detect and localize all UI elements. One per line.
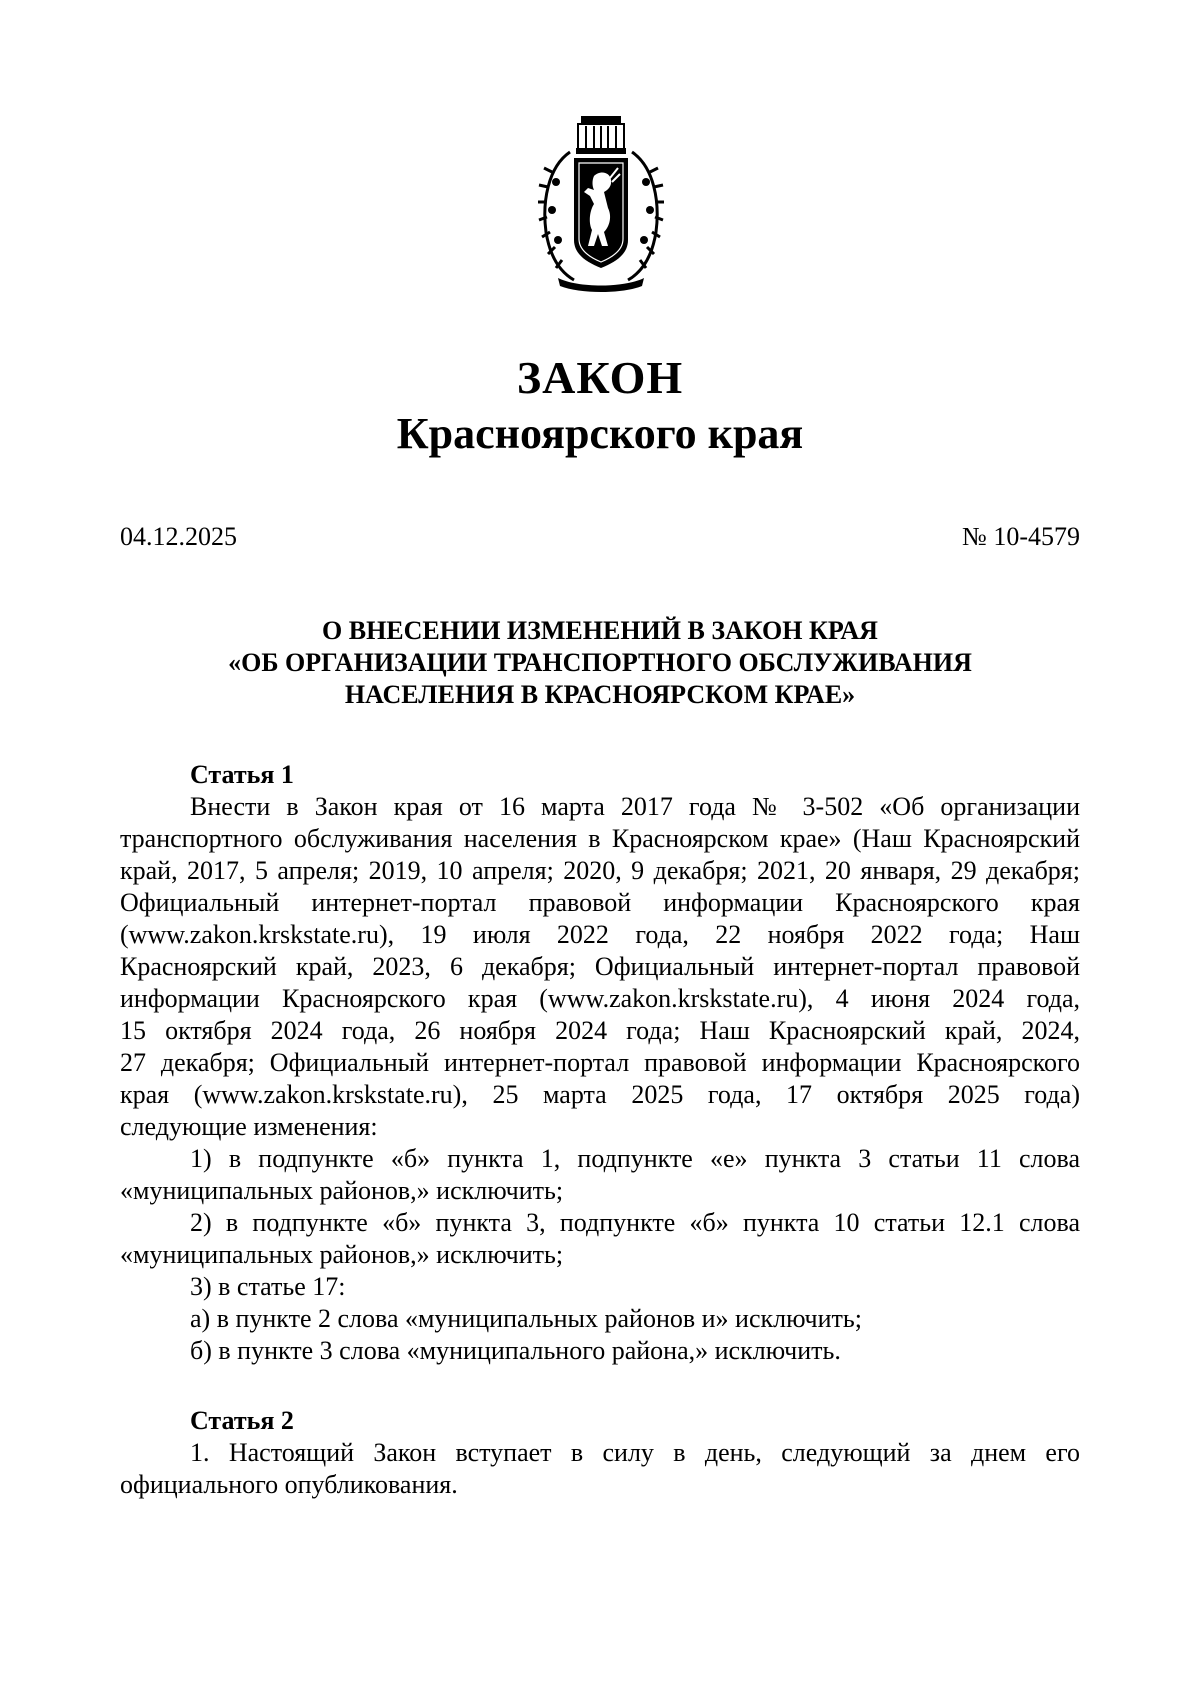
paragraph-line: официального опубликования.	[120, 1470, 458, 1499]
paragraph-line: информации Красноярского края (www.zakon.krskstate.ru), 4 июня 2024 года,	[120, 984, 1080, 1013]
paragraph-line: Официальный интернет-портал правовой информации Красноярского края	[120, 888, 1080, 917]
paragraph-line: Внести в Закон края от 16 марта 2017 года № 3-502 «Об организации	[190, 792, 1080, 821]
article-1	[120, 759, 1080, 1501]
paragraph-line: Красноярский край, 2023, 6 декабря; Официальный интернет-портал правовой	[120, 952, 1080, 981]
heading-line: О ВНЕСЕНИИ ИЗМЕНЕНИЙ В ЗАКОН КРАЯ	[322, 616, 878, 645]
list-item-3b: б) в пункте 3 слова «муниципального района,» исключить.	[190, 1336, 841, 1365]
list-item-3: 3) в статье 17:	[190, 1272, 346, 1301]
law-number: № 10-4579	[962, 522, 1080, 551]
paragraph-line: край, 2017, 5 апреля; 2019, 10 апреля; 2020, 9 декабря; 2021, 20 января, 29 декабря;	[120, 856, 1080, 885]
list-item-2-line: «муниципальных районов,» исключить;	[120, 1240, 564, 1269]
article-1-title: Статья 1	[190, 760, 294, 789]
coat-of-arms-emblem	[538, 112, 664, 294]
list-item-2-line: 2) в подпункте «б» пункта 3, подпункте «б» пункта 10 статьи 12.1 слова	[190, 1208, 1080, 1237]
law-subtitle: Красноярского края	[396, 409, 804, 458]
list-item-1-line: «муниципальных районов,» исключить;	[120, 1176, 564, 1205]
list-item-3a: а) в пункте 2 слова «муниципальных районов и» исключить;	[190, 1304, 862, 1333]
list-item-1-line: 1) в подпункте «б» пункта 1, подпункте «е» пункта 3 статьи 11 слова	[190, 1144, 1080, 1173]
paragraph-line: 1. Настоящий Закон вступает в силу в день, следующий за днем его	[190, 1438, 1080, 1467]
paragraph-line: (www.zakon.krskstate.ru), 19 июля 2022 года, 22 ноября 2022 года; Наш	[120, 920, 1080, 949]
paragraph-line: следующие изменения:	[120, 1112, 378, 1141]
paragraph-line: края (www.zakon.krskstate.ru), 25 марта 2025 года, 17 октября 2025 года)	[120, 1080, 1080, 1109]
article-2-title: Статья 2	[190, 1406, 294, 1435]
heading-line: «ОБ ОРГАНИЗАЦИИ ТРАНСПОРТНОГО ОБСЛУЖИВАНИЯ	[228, 648, 972, 677]
heading-line: НАСЕЛЕНИЯ В КРАСНОЯРСКОМ КРАЕ»	[344, 680, 856, 709]
paragraph-line: 15 октября 2024 года, 26 ноября 2024 года; Наш Красноярский край, 2024,	[120, 1016, 1080, 1045]
paragraph-line: транспортного обслуживания населения в Красноярском крае» (Наш Красноярский	[120, 824, 1080, 853]
law-title: ЗАКОН	[516, 352, 684, 403]
paragraph-line: 27 декабря; Официальный интернет-портал правовой информации Красноярского	[120, 1048, 1080, 1077]
law-date: 04.12.2025	[120, 522, 237, 551]
law-heading	[120, 615, 1080, 711]
